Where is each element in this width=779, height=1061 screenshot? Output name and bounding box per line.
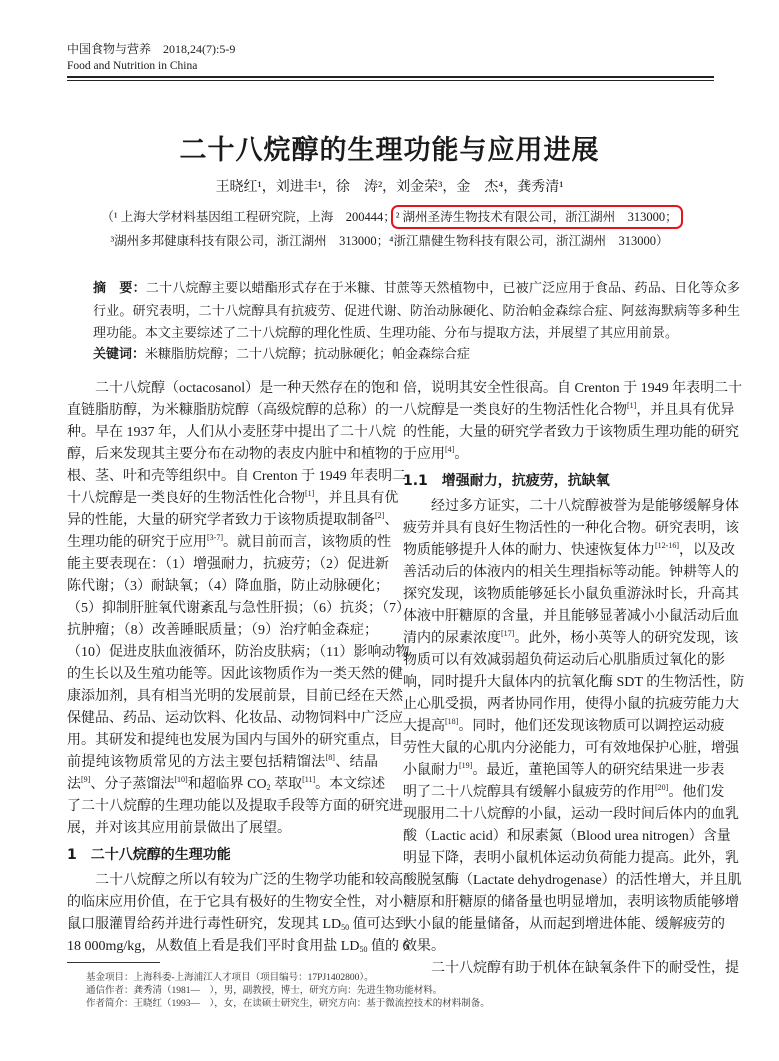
text-line — [67, 488, 399, 510]
text-line — [403, 540, 735, 562]
text-run: ，以及改 — [679, 543, 735, 558]
text-run: 的生长以及生殖功能等。因此该物质作为一类天然的健 — [67, 667, 403, 682]
text-run: 。就目前而言，该物质的性 — [223, 535, 391, 550]
text-run: 和超临界 CO — [187, 777, 267, 792]
text-line — [67, 752, 378, 774]
text-run: 1 二十八烷醇的生理功能 — [67, 847, 231, 863]
citation-ref: [4] — [445, 445, 455, 454]
journal-name-english: Food and Nutrition in China — [67, 60, 198, 72]
text-line — [403, 400, 735, 422]
text-run: 法 — [67, 777, 81, 792]
text-line — [403, 672, 745, 694]
text-run: 前提纯该物质常见的方法主要包括精馏法 — [67, 755, 326, 770]
citation-ref: [10] — [174, 775, 188, 784]
text-line — [403, 496, 739, 518]
affiliations-line-1 — [0, 207, 779, 225]
text-run: 。此外，杨小英等人的研究发现，该 — [514, 631, 739, 646]
text-line — [67, 400, 403, 422]
journal-citation: 中国食物与营养 2018,24(7):5-9 — [67, 42, 236, 56]
text-run: 响，同时提升大鼠体内的抗氧化酶 SDT 的生物活性，防 — [403, 675, 745, 690]
text-line — [403, 562, 739, 584]
text-line — [67, 664, 403, 686]
text-line — [403, 628, 739, 650]
text-run: 糖原和肝糖原的储备量也明显增加，表明该物质能够增 — [403, 895, 739, 910]
citation-ref: [3-7] — [207, 533, 223, 542]
text-run: 用。其研发和提纯也发展为国内与国外的研究重点，目 — [67, 733, 403, 748]
text-line — [403, 422, 739, 444]
text-line — [67, 620, 378, 642]
text-line — [67, 892, 403, 914]
text-run: ，并且具有优异 — [636, 403, 735, 418]
citation-ref: [2] — [375, 511, 385, 520]
section-heading — [403, 466, 714, 496]
text-run: 二十八烷醇之所以有较为广泛的生物学功能和较高 — [95, 873, 403, 888]
footnote-fund: 基金项目：上海科委-上海浦江人才项目（项目编号：17PJ1402800）。 — [86, 973, 374, 983]
text-run: 倍，说明其安全性很高。自 Crenton 于 1949 年表明二十 — [403, 381, 743, 396]
text-run: 醇，后来发现其主要分布在动物的表皮内脏中和植物的 — [67, 447, 403, 462]
text-line — [403, 738, 739, 760]
text-run: 疲劳并具有良好生物活性的一种化合物。研究表明，该 — [403, 521, 739, 536]
text-line — [403, 650, 725, 672]
footnote-author-bio: 作者简介：王晓红（1993— ），女，在读硕士研究生，研究方向：基于微流控技术的材料制备。 — [86, 999, 490, 1009]
keywords-label: 关键词： — [93, 347, 146, 362]
text-line — [67, 708, 403, 730]
text-run: 。本文综述 — [315, 777, 386, 792]
text-run: 、结晶 — [334, 755, 379, 770]
text-run: 物质可以有效减弱超负荷运动后心肌脂质过氧化的影 — [403, 653, 725, 668]
affiliation-2-highlighted: ² 湖州圣涛生物技术有限公司，浙江湖州 313000； — [395, 210, 678, 224]
text-run: 现服用二十八烷醇的小鼠，运动一段时间后体内的血乳 — [403, 807, 739, 822]
citation-ref: [1] — [627, 401, 637, 410]
text-run: 劳性大鼠的心肌内分泌能力，可有效地保护心脏，增强 — [403, 741, 739, 756]
text-line — [67, 532, 391, 554]
text-run: 于应用 — [403, 447, 445, 462]
text-run: 康添加剂，具有相当光明的发展前景，目前已经在天然 — [67, 689, 403, 704]
text-run: 体液中肝糖原的含量，并且能够显著减小小鼠活动后血 — [403, 609, 739, 624]
text-line — [403, 936, 714, 958]
text-line — [67, 686, 403, 708]
text-run: 能主要表现在：（1）增强耐力，抗疲劳；（2）促进新 — [67, 557, 389, 572]
citation-ref: [12-16] — [655, 541, 679, 550]
text-line — [67, 510, 399, 532]
text-run: 。同时，他们还发现该物质可以调控运动疲 — [458, 719, 725, 734]
text-run: 大小鼠的能量储备，从而起到增进体能、缓解疲劳的 — [403, 917, 725, 932]
text-line — [403, 914, 725, 936]
header-rule-thick — [67, 76, 714, 78]
text-line — [67, 466, 407, 488]
text-run: 。 — [454, 447, 469, 462]
text-run: 的临床应用价值，在于它具有极好的生物安全性，对小 — [67, 895, 403, 910]
text-run: 种。早在 1937 年，人们从小麦胚芽中提出了二十八烷 — [67, 425, 396, 440]
text-run: 值可达到 — [349, 917, 409, 932]
text-run: 效果。 — [403, 939, 445, 954]
header-rule-thin — [67, 80, 714, 81]
text-line — [67, 422, 396, 444]
citation-ref: [18] — [445, 717, 459, 726]
citation-ref: [11] — [302, 775, 316, 784]
citation-ref: [20] — [655, 783, 669, 792]
text-run: 展，并对该其应用前景做出了展望。 — [67, 821, 291, 836]
text-run: 小鼠耐力 — [403, 763, 459, 778]
text-run: 根、茎、叶和壳等组织中。自 Crenton 于 1949 年表明二 — [67, 469, 407, 484]
text-line — [67, 642, 410, 664]
text-line — [403, 782, 725, 804]
text-run: 萃取 — [270, 777, 303, 792]
text-run: 经过多方证实，二十八烷醇被誉为是能够缓解身体 — [431, 499, 739, 514]
text-line — [403, 584, 739, 606]
text-run: 酸（Lactic acid）和尿素氮（Blood urea nitrogen）含量 — [403, 829, 731, 844]
text-run: 直链脂肪醇，为米糠脂肪烷醇（高级烷醇的总称）的一 — [67, 403, 403, 418]
affiliations-line-2: ³湖州多邦健康科技有限公司，浙江湖州 313000；⁴浙江鼎健生物科技有限公司，浙江湖州 313000） — [110, 234, 669, 248]
text-run: 十八烷醇是一类良好的生物活性化合物 — [67, 491, 305, 506]
left-column — [67, 378, 410, 958]
text-line — [403, 760, 725, 782]
text-line — [403, 826, 731, 848]
text-line — [67, 774, 386, 796]
text-run: （10）促进皮肤血液循环，防治皮肤病；（11）影响动物 — [67, 645, 410, 660]
text-run: 异的性能，大量的研究学者致力于该物质提取制备 — [67, 513, 375, 528]
text-line — [403, 958, 739, 980]
text-line — [67, 554, 389, 576]
text-line — [67, 444, 403, 466]
text-line — [403, 870, 742, 892]
text-run: 了二十八烷醇的生理功能以及提取手段等方面的研究进 — [67, 799, 403, 814]
text-run: 酸脱氢酶（Lactate dehydrogenase）的活性增大，并且肌 — [403, 873, 742, 888]
text-line — [67, 576, 389, 598]
citation-ref: [19] — [459, 761, 473, 770]
text-run: 二十八烷醇（octacosanol）是一种天然存在的饱和 — [95, 381, 400, 396]
section-heading — [67, 840, 378, 870]
text-line — [403, 378, 743, 400]
text-run: 善活动后的体液内的相关生理指标等动能。钟耕等人的 — [403, 565, 739, 580]
text-run: 清内的尿素浓度 — [403, 631, 501, 646]
text-run: 。最近，董艳国等人的研究结果进一步表 — [472, 763, 725, 778]
citation-ref: [17] — [501, 629, 515, 638]
text-run: 明了二十八烷醇具有缓解小鼠疲劳的作用 — [403, 785, 655, 800]
text-run: 探究发现，该物质能够延长小鼠负重游泳时长，升高其 — [403, 587, 739, 602]
text-line — [67, 818, 378, 840]
text-line — [403, 804, 739, 826]
abstract-text: 二十八烷醇主要以蜡酯形式存在于米糠、甘蔗等天然植物中，已被广泛应用于食品、药品、日化等众多行业。研究表明，二十八烷醇具有抗疲劳、促进代谢、防治动脉硬化、防治帕金森综合症、阿兹海默病等多种生理功能。本文主要综述了二十八烷醇的理化性质、生理功能、分布与提取方法，并展望了其应用前景。 — [93, 280, 740, 340]
footnote-rule — [67, 962, 160, 963]
text-run: （5）抑制肝脏氧代谢紊乱与急性肝损；（6）抗炎；（7） — [67, 601, 410, 616]
text-run: ，并且具有优 — [314, 491, 399, 506]
text-run: 、分子蒸馏法 — [90, 777, 175, 792]
text-run: 物质能够提升人体的耐力、快速恢复体力 — [403, 543, 655, 558]
text-line — [403, 606, 739, 628]
text-run: 18 000mg/kg，从数值上看是我们平时食用盐 LD — [67, 939, 360, 954]
text-run: 大提高 — [403, 719, 445, 734]
text-line — [67, 870, 403, 892]
keywords-text: 米糠脂肪烷醇；二十八烷醇；抗动脉硬化；帕金森综合症 — [145, 346, 471, 361]
text-line — [403, 694, 739, 716]
text-run: 1.1 增强耐力，抗疲劳，抗缺氧 — [403, 473, 610, 489]
text-line — [67, 796, 403, 818]
text-line — [67, 936, 410, 958]
text-line — [67, 730, 403, 752]
text-run: 值的 6 — [367, 939, 410, 954]
text-run: 的性能，大量的研究学者致力于该物质生理功能的研究 — [403, 425, 739, 440]
text-run: 止心肌受损，两者协同作用，使得小鼠的抗疲劳能力大 — [403, 697, 739, 712]
citation-ref: [9] — [81, 775, 91, 784]
abstract-label: 摘 要： — [93, 281, 146, 296]
text-run: 八烷醇是一类良好的生物活性化合物 — [403, 403, 627, 418]
text-line — [67, 378, 400, 400]
right-column — [403, 378, 745, 980]
affiliation-1: （¹ 上海大学材料基因组工程研究院，上海 200444； — [101, 210, 396, 224]
text-run: 生理功能的研究于应用 — [67, 535, 207, 550]
text-run: 。他们发 — [668, 785, 725, 800]
citation-ref: [8] — [325, 753, 335, 762]
text-run: 抗肿瘤；（8）改善睡眠质量；（9）治疗帕金森症； — [67, 623, 378, 638]
text-line — [403, 892, 739, 914]
text-run: 明显下降，表明小鼠机体运动负荷能力提高。此外，乳 — [403, 851, 739, 866]
text-line — [403, 518, 739, 540]
author-list: 王晓红¹，刘进丰¹，徐 涛²，刘金荣³，金 杰⁴，龚秀清¹ — [215, 180, 564, 195]
text-line — [403, 848, 739, 870]
text-run: 保健品、药品、运动饮料、化妆品、动物饲料中广泛应 — [67, 711, 403, 726]
text-line — [67, 598, 410, 620]
text-line — [67, 914, 409, 936]
keywords — [93, 343, 470, 362]
abstract — [67, 277, 740, 344]
text-run: 、 — [384, 513, 399, 528]
text-line — [403, 444, 714, 466]
paper-title: 二十八烷醇的生理功能与应用进展 — [179, 135, 600, 166]
subscript: 50 — [359, 945, 368, 954]
footnote-corresponding-author: 通信作者：龚秀清（1981— ），男，副教授，博士，研究方向：先进生物功能材料。 — [86, 986, 443, 996]
citation-ref: [1] — [305, 489, 315, 498]
text-run: 陈代谢；（3）耐缺氧；（4）降血脂，防止动脉硬化； — [67, 579, 389, 594]
text-line — [403, 716, 725, 738]
text-run: 二十八烷醇有助于机体在缺氧条件下的耐受性，提 — [431, 961, 739, 976]
text-run: 鼠口服灌胃给药并进行毒性研究，发现其 LD — [67, 917, 342, 932]
subscript: 50 — [341, 923, 350, 932]
subscript: 2 — [266, 783, 271, 792]
